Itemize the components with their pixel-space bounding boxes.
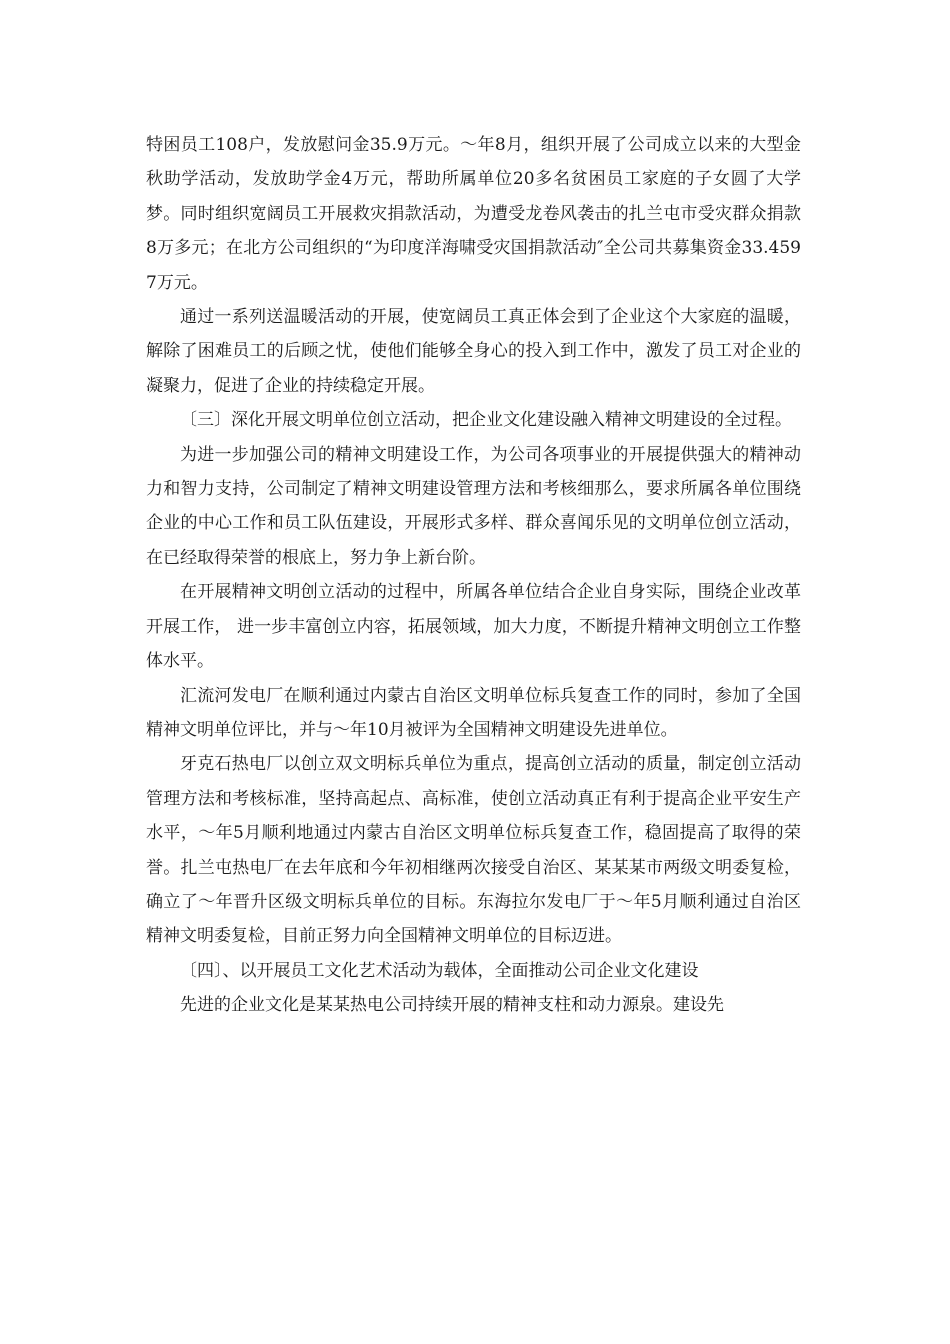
paragraph-continued: 特困员工108户，发放慰问金35.9万元。～年8月，组织开展了公司成立以来的大型金秋助学活动，发放助学金4万元，帮助所属单位20多名贫困员工家庭的子女圆了大学梦。同时组织宽阔员工开展救灾捐款活动，为遭受龙卷风袭击的扎兰屯市受灾群众捐款8万多元；在北方公司组织的“为印度洋海啸受灾国捐款活动″全公司共募集资金33.4597万元。 <box>146 135 801 293</box>
paragraph: 通过一系列送温暖活动的开展，使宽阔员工真正体会到了企业这个大家庭的温暖，解除了困难员工的后顾之忧，使他们能够全身心的投入到工作中，激发了员工对企业的凝聚力，促进了企业的持续稳定开展。 <box>146 307 801 396</box>
document-body <box>146 128 801 1023</box>
section-heading-4: 〔四〕、以开展员工文化艺术活动为载体，全面推动公司企业文化建设 <box>180 960 699 981</box>
section-heading-3: 〔三〕深化开展文明单位创立活动，把企业文化建设融入精神文明建设的全过程。 <box>180 410 792 431</box>
paragraph: 在开展精神文明创立活动的过程中，所属各单位结合企业自身实际，围绕企业改革开展工作， 进一步丰富创立内容，拓展领域，加大力度，不断提升精神文明创立工作整体水平。 <box>146 582 801 672</box>
paragraph: 为进一步加强公司的精神文明建设工作，为公司各项事业的开展提供强大的精神动力和智力支持，公司制定了精神文明建设管理方法和考核细那么，要求所属各单位围绕企业的中心工作和员工队伍建设，开展形式多样、群众喜闻乐见的文明单位创立活动，在已经取得荣誉的根底上，努力争上新台阶。 <box>146 444 801 568</box>
paragraph: 牙克石热电厂以创立双文明标兵单位为重点，提高创立活动的质量，制定创立活动管理方法和考核标准，坚持高起点、高标准，使创立活动真正有利于提高企业平安生产水平，～年5月顺利地通过内蒙古自治区文明单位标兵复查工作，稳固提高了取得的荣誉。扎兰屯热电厂在去年底和今年初相继两次接受自治区、某某某市两级文明委复检，确立了～年晋升区级文明标兵单位的目标。东海拉尔发电厂于～年5月顺利通过自治区精神文明委复检，目前正努力向全国精神文明单位的目标迈进。 <box>146 754 801 947</box>
paragraph-truncated: 先进的企业文化是某某热电公司持续开展的精神支柱和动力源泉。建设先 <box>180 995 724 1016</box>
paragraph: 汇流河发电厂在顺利通过内蒙古自治区文明单位标兵复查工作的同时，参加了全国精神文明单位评比，并与～年10月被评为全国精神文明建设先进单位。 <box>146 685 801 740</box>
